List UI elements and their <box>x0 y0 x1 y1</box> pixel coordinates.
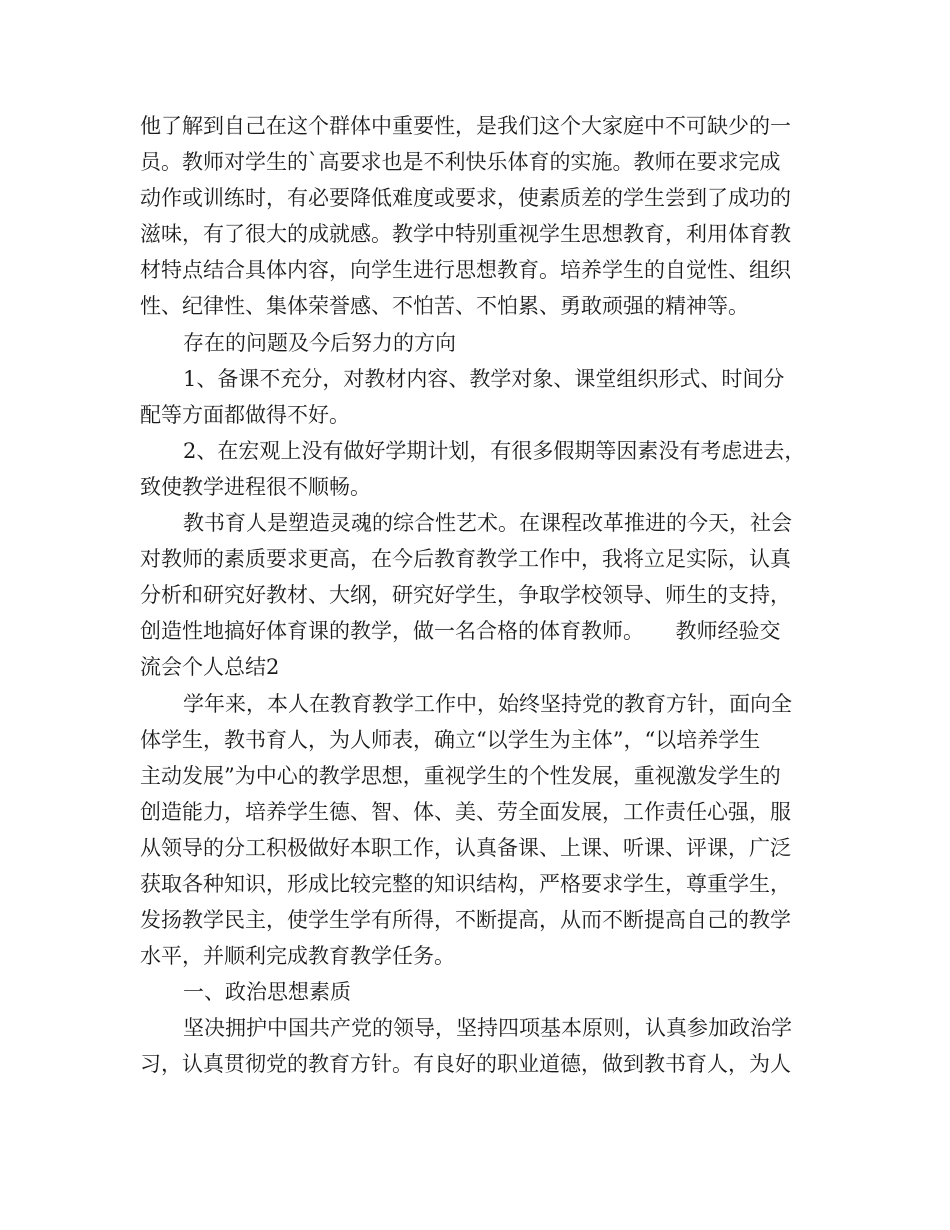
text-line: 滋味，有了很大的成就感。教学中特别重视学生思想教育，利用体育教 <box>140 222 791 247</box>
text-line: 材特点结合具体内容，向学生进行思想教育。培养学生的自觉性、组织 <box>140 258 791 283</box>
text-line: 创造能力，培养学生德、智、体、美、劳全面发展，工作责任心强，服 <box>140 799 791 824</box>
text-line: 他了解到自己在这个群体中重要性，是我们这个大家庭中不可缺少的一 <box>140 114 791 138</box>
text-line: 存在的问题及今后努力的方向 <box>183 330 456 355</box>
text-line: 获取各种知识，形成比较完整的知识结构，严格要求学生，尊重学生， <box>140 871 791 896</box>
text-line: 学年来，本人在教育教学工作中，始终坚持党的教育方针，面向全 <box>183 691 792 716</box>
text-line: 体学生，教书育人，为人师表，确立“以学生为主体”，“以培养学生 <box>140 727 761 752</box>
text-line: 2、在宏观上没有做好学期计划，有很多假期等因素没有考虑进去， <box>183 438 806 463</box>
text-line: 发扬教学民主，使学生学有所得，不断提高，从而不断提高自己的教学 <box>140 908 791 933</box>
text-line: 教书育人是塑造灵魂的综合性艺术。在课程改革推进的今天，社会 <box>183 511 792 536</box>
text-line: 1、备课不充分，对教材内容、教学对象、课堂组织形式、时间分 <box>183 366 785 391</box>
text-line: 员。教师对学生的`高要求也是不利快乐体育的实施。教师在要求完成 <box>140 150 781 175</box>
text-line: 习，认真贯彻党的教育方针。有良好的职业道德，做到教书育人，为人 <box>140 1052 791 1077</box>
text-line: 创造性地搞好体育课的教学，做一名合格的体育教师。 教师经验交 <box>140 619 781 644</box>
text-line: 水平，并顺利完成教育教学任务。 <box>140 944 455 969</box>
text-line: 分析和研究好教材、大纲，研究好学生，争取学校领导、师生的支持， <box>140 583 791 608</box>
text-line: 坚决拥护中国共产党的领导，坚持四项基本原则，认真参加政治学 <box>183 1016 792 1041</box>
text-line: 动作或训练时，有必要降低难度或要求，使素质差的学生尝到了成功的 <box>140 186 791 211</box>
text-line: 一、政治思想素质 <box>183 980 351 1005</box>
text-line: 对教师的素质要求更高，在今后教育教学工作中，我将立足实际，认真 <box>140 547 791 572</box>
text-line: 主动发展”为中心的教学思想，重视学生的个性发展，重视激发学生的 <box>140 763 781 788</box>
text-line: 致使教学进程很不顺畅。 <box>140 474 371 499</box>
document-body <box>140 108 830 1083</box>
text-line: 配等方面都做得不好。 <box>140 402 350 427</box>
text-line: 流会个人总结2 <box>140 655 280 680</box>
text-line: 从领导的分工积极做好本职工作，认真备课、上课、听课、评课，广泛 <box>140 835 791 860</box>
text-line: 性、纪律性、集体荣誉感、不怕苦、不怕累、勇敢顽强的精神等。 <box>140 294 749 319</box>
